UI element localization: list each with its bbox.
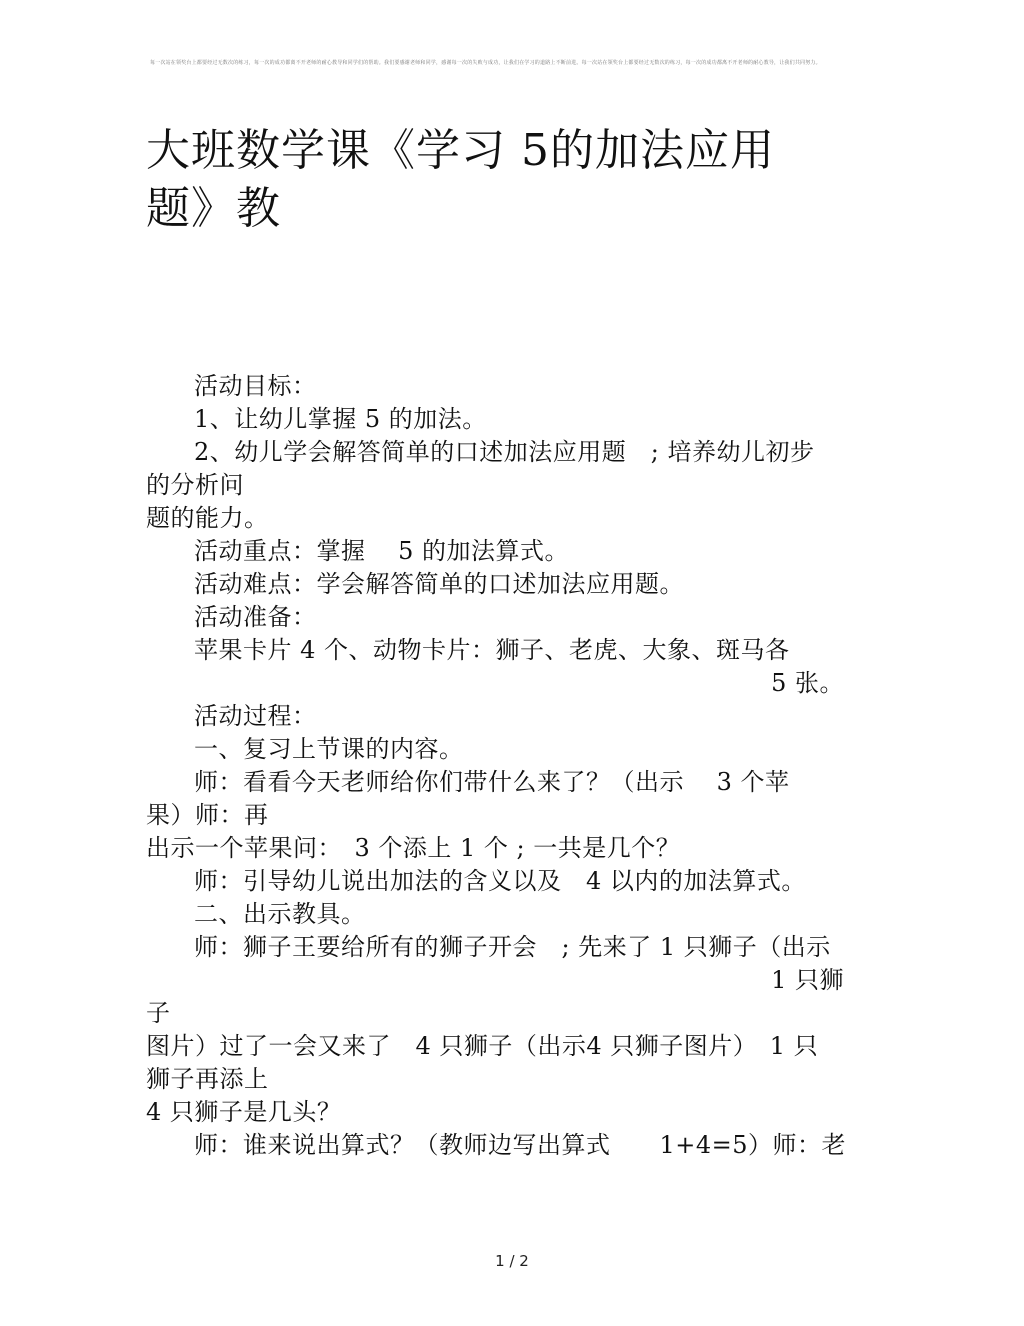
paragraph-line: 师：谁来说出算式？（教师边写出算式 1+4=5）师：老	[194, 1131, 847, 1159]
paragraph-line: 一、复习上节课的内容。	[194, 735, 464, 763]
paragraph-line: 2、幼儿学会解答简单的口述加法应用题 ; 培养幼儿初步	[194, 438, 815, 466]
paragraph-line: 活动重点：掌握 5 的加法算式。	[194, 537, 570, 565]
paragraph-line: 师：狮子王要给所有的狮子开会 ; 先来了 1 只狮子（出示	[194, 933, 831, 961]
paragraph-line: 活动过程：	[194, 702, 317, 730]
paragraph-line: 题的能力。	[146, 504, 269, 532]
paragraph-line: 果）师：再	[146, 801, 269, 829]
title-line-2: 题》教	[146, 183, 281, 234]
paragraph-line: 子	[146, 999, 171, 1027]
paragraph-line: 苹果卡片 4 个、动物卡片：狮子、老虎、大象、斑马各	[194, 636, 790, 664]
paragraph-line: 狮子再添上	[146, 1065, 269, 1093]
paragraph-line: 师：看看今天老师给你们带什么来了？（出示 3 个苹	[194, 768, 790, 796]
header-note: 每一次站在领奖台上都要经过无数次的练习，每一次的成功都离不开老师的耐心教导和同学们的帮助。我们要感谢老师和同学，感谢每一次的失败与成功，让我们在学习的道路上不断前进。每一次站在领奖台上都要经过无数次的练习，每一次的成功都离不开老师的耐心教导，让我们共同努力。	[150, 60, 821, 66]
title-line-1: 大班数学课《学习 5的加法应用	[146, 125, 775, 176]
paragraph-line: 4 只狮子是几头？	[146, 1098, 342, 1126]
paragraph-line: 图片）过了一会又来了 4 只狮子（出示4 只狮子图片） 1 只	[146, 1032, 819, 1060]
paragraph-line: 师：引导幼儿说出加法的含义以及 4 以内的加法算式。	[194, 867, 806, 895]
paragraph-line: 二、出示教具。	[194, 900, 366, 928]
page-number: 1 / 2	[495, 1252, 529, 1270]
paragraph-line: 1 只狮	[771, 966, 844, 994]
document-title	[146, 122, 866, 238]
paragraph-line: 5 张。	[771, 669, 844, 697]
paragraph-line: 活动目标：	[194, 372, 317, 400]
paragraph-line: 活动准备：	[194, 603, 317, 631]
paragraph-line: 的分析问	[146, 471, 244, 499]
document-body	[146, 370, 866, 1162]
paragraph-line: 1、让幼儿掌握 5 的加法。	[194, 405, 487, 433]
paragraph-line: 出示一个苹果问： 3 个添上 1 个 ; 一共是几个？	[146, 834, 681, 862]
paragraph-line: 活动难点：学会解答简单的口述加法应用题。	[194, 570, 684, 598]
